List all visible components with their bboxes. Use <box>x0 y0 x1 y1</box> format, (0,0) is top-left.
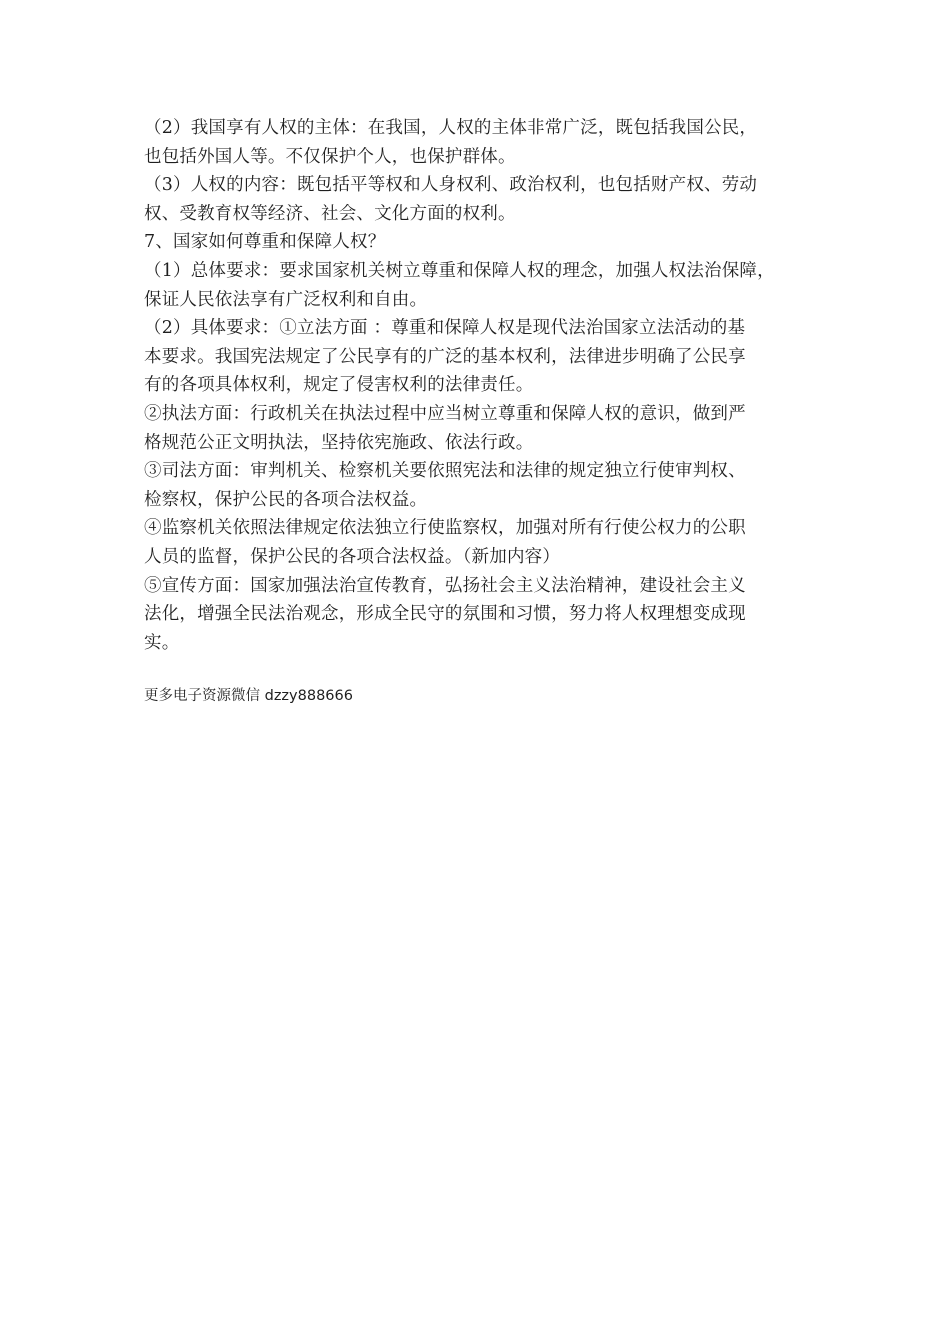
text-line: 人员的监督，保护公民的各项合法权益。（新加内容） <box>144 546 561 567</box>
text-line: 有的各项具体权利，规定了侵害权利的法律责任。 <box>144 375 534 396</box>
text-line: 实。 <box>144 632 180 653</box>
text-line: （3）人权的内容：既包括平等权和人身权利、政治权利，也包括财产权、劳动 <box>144 175 758 196</box>
text-line: ④监察机关依照法律规定依法独立行使监察权，加强对所有行使公权力的公职 <box>144 518 746 539</box>
text-line: 也包括外国人等。不仅保护个人，也保护群体。 <box>144 146 516 167</box>
text-line: 法化，增强全民法治观念，形成全民守的氛围和习惯，努力将人权理想变成现 <box>144 604 746 625</box>
text-line: ③司法方面：审判机关、检察机关要依照宪法和法律的规定独立行使审判权、 <box>144 461 746 482</box>
text-line: （2）我国享有人权的主体：在我国，人权的主体非常广泛，既包括我国公民， <box>144 118 758 138</box>
text-line: ⑤宣传方面：国家加强法治宣传教育，弘扬社会主义法治精神，建设社会主义 <box>144 575 746 596</box>
text-line: （2）具体要求：①立法方面 ：尊重和保障人权是现代法治国家立法活动的基 <box>144 318 746 339</box>
section-heading: 7、国家如何尊重和保障人权？ <box>144 232 386 253</box>
text-line: 本要求。我国宪法规定了公民享有的广泛的基本权利，法律进步明确了公民享 <box>144 346 746 367</box>
document-body <box>144 114 820 657</box>
text-line: 保证人民依法享有广泛权利和自由。 <box>144 289 428 310</box>
footer-note: 更多电子资源微信 dzzy888666 <box>144 688 353 704</box>
text-line: 权、受教育权等经济、社会、文化方面的权利。 <box>144 203 516 224</box>
text-line: （1）总体要求：要求国家机关树立尊重和保障人权的理念，加强人权法治保障， <box>144 260 775 281</box>
text-line: 格规范公正文明执法，坚持依宪施政、依法行政。 <box>144 432 534 453</box>
text-line: ②执法方面：行政机关在执法过程中应当树立尊重和保障人权的意识，做到严 <box>144 403 746 424</box>
text-line: 检察权，保护公民的各项合法权益。 <box>144 489 428 510</box>
